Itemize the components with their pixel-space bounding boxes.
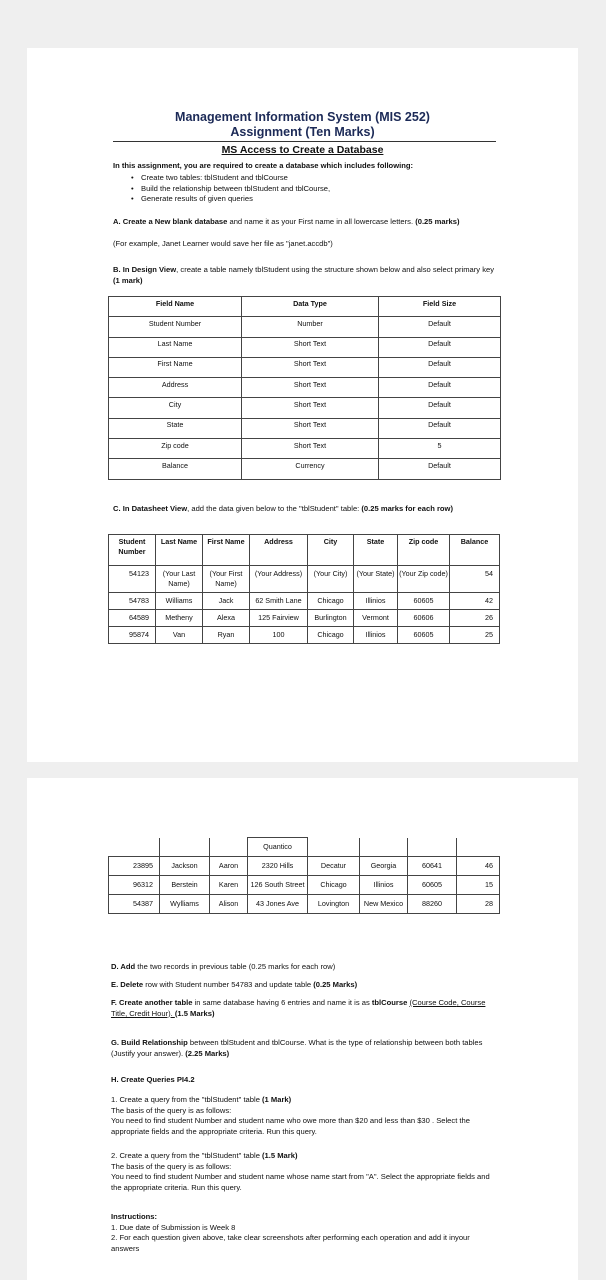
query-2-marks: (1.5 Mark)	[262, 1151, 298, 1160]
part-a	[113, 217, 493, 228]
document-page-1	[27, 48, 578, 762]
query-1	[111, 1095, 496, 1137]
table-cell: Short Text	[242, 337, 379, 357]
table-cell: Chicago	[308, 627, 354, 644]
table-cell: Wylliams	[160, 895, 210, 914]
table-cell: Ryan	[203, 627, 250, 644]
table-cell: 60605	[398, 627, 450, 644]
table-cell: First Name	[109, 357, 242, 377]
instruction-item: 2. For each question given above, take clear screenshots after performing each operation and add it inyour answers	[111, 1233, 470, 1253]
column-header: Address	[250, 535, 308, 566]
part-b-prefix: B. In	[113, 265, 132, 274]
table-cell: 54387	[109, 895, 160, 914]
table-cell: Berstein	[160, 876, 210, 895]
table-cell: (Your Last Name)	[156, 566, 203, 593]
table-cell: (Your City)	[308, 566, 354, 593]
intro-text: In this assignment, you are required to create a database which includes following:	[113, 161, 414, 170]
table-row	[109, 566, 500, 593]
table-cell: 54783	[109, 593, 156, 610]
table-cell: 60641	[408, 857, 457, 876]
column-header: City	[308, 535, 354, 566]
table-cell: 60605	[408, 876, 457, 895]
document-title: Management Information System (MIS 252)	[175, 110, 430, 124]
table-row	[109, 439, 501, 459]
table-row	[109, 357, 501, 377]
part-g-label: G. Build Relationship	[111, 1038, 188, 1047]
query-1-marks: (1 Mark)	[262, 1095, 292, 1104]
column-header: Data Type	[242, 297, 379, 317]
query-2-title: 2. Create a query from the "tblStudent" table	[111, 1151, 263, 1160]
table-row	[109, 610, 500, 627]
instructions-title: Instructions:	[111, 1212, 157, 1221]
table-cell: Balance	[109, 459, 242, 479]
table-cell: 126 South Street	[248, 876, 308, 895]
instruction-item: 1. Due date of Submission is Week 8	[111, 1222, 236, 1232]
table-cell: 60605	[398, 593, 450, 610]
table-cell: Burlington	[308, 610, 354, 627]
table-cell: Alison	[210, 895, 248, 914]
table-cell: Illinios	[360, 876, 408, 895]
column-header: Balance	[450, 535, 500, 566]
table-cell: Short Text	[242, 398, 379, 418]
table-cell: Default	[379, 337, 501, 357]
part-d-label: D. Add	[111, 962, 136, 971]
table-row	[109, 876, 500, 895]
table-cell: Jackson	[160, 857, 210, 876]
table-cell: 42	[450, 593, 500, 610]
table-cell: 54123	[109, 566, 156, 593]
table-row	[109, 857, 500, 876]
table-cell: Alexa	[203, 610, 250, 627]
instructions	[111, 1212, 496, 1254]
title-divider	[113, 141, 496, 142]
query-2-basis: The basis of the query is as follows:	[111, 1161, 232, 1171]
table-cell: Quantico	[248, 838, 308, 857]
part-c-marks: (0.25 marks for each row)	[361, 504, 453, 513]
table-row	[109, 838, 500, 857]
part-g-marks: (2.25 Marks)	[185, 1048, 230, 1058]
table-cell: Zip code	[109, 439, 242, 459]
document-page-2	[27, 778, 578, 1280]
part-a-label: A. Create a New blank database	[113, 217, 228, 226]
table-cell: Number	[242, 317, 379, 337]
part-d	[111, 962, 511, 973]
table-cell: 64589	[109, 610, 156, 627]
table-row	[109, 317, 501, 337]
part-g-text: between tblStudent and tblCourse. What is the type of relationship between both tables (Justify your answer).	[111, 1038, 483, 1058]
table-cell: 15	[457, 876, 500, 895]
table-cell: (Your First Name)	[203, 566, 250, 593]
table-cell: Default	[379, 317, 501, 337]
list-item: • Generate results of given queries	[141, 194, 541, 205]
table-cell: Vermont	[354, 610, 398, 627]
list-item: • Build the relationship between tblStudent and tblCourse,	[141, 184, 541, 195]
table-cell: New Mexico	[360, 895, 408, 914]
table-cell: Williams	[156, 593, 203, 610]
table-cell: Illinios	[354, 627, 398, 644]
column-header: Field Name	[109, 297, 242, 317]
section-heading: MS Access to Create a Database	[221, 144, 384, 156]
table-cell: Georgia	[360, 857, 408, 876]
column-header: Last Name	[156, 535, 203, 566]
part-e-marks: (0.25 Marks)	[313, 980, 358, 989]
query-1-basis: The basis of the query is as follows:	[111, 1105, 232, 1115]
table-cell: 60606	[398, 610, 450, 627]
structure-table	[108, 296, 501, 480]
part-a-example: (For example, Janet Learner would save her file as "janet.accdb")	[113, 239, 333, 248]
table-cell: State	[109, 418, 242, 438]
query-2	[111, 1151, 496, 1193]
table-cell: 95874	[109, 627, 156, 644]
part-c-label: Datasheet View	[131, 504, 188, 513]
table-header-row	[109, 535, 500, 566]
document-subtitle: Assignment (Ten Marks)	[230, 125, 375, 139]
table-cell: Address	[109, 378, 242, 398]
table-cell: 96312	[109, 876, 160, 895]
part-b-marks: (1 mark)	[113, 275, 143, 285]
part-e	[111, 980, 511, 991]
table-cell: (Your State)	[354, 566, 398, 593]
part-e-label: E. Delete	[111, 980, 144, 989]
part-b-text: , create a table namely tblStudent using the structure shown below and also select primary key	[176, 265, 495, 274]
part-f-text: in same database having 6 entries and name it is as	[192, 998, 372, 1007]
student-data-table-continued	[108, 837, 500, 914]
table-cell: 125 Fairview	[250, 610, 308, 627]
table-cell: Default	[379, 418, 501, 438]
part-h-heading: H. Create Queries PI4.2	[111, 1075, 195, 1084]
table-cell: Karen	[210, 876, 248, 895]
table-cell: Chicago	[308, 593, 354, 610]
table-cell: Default	[379, 398, 501, 418]
table-cell: Short Text	[242, 357, 379, 377]
table-cell: 28	[457, 895, 500, 914]
table-cell: Short Text	[242, 378, 379, 398]
table-cell: Chicago	[308, 876, 360, 895]
table-cell: Aaron	[210, 857, 248, 876]
table-cell: (Your Zip code)	[398, 566, 450, 593]
part-g	[111, 1038, 496, 1059]
query-2-text: You need to find student Number and student name whose name start from "A". Select the appropriate fields and the appropriate criteria. Run this query.	[111, 1172, 490, 1192]
table-cell: Last Name	[109, 337, 242, 357]
table-cell: 46	[457, 857, 500, 876]
part-b	[113, 265, 498, 286]
table-cell: 26	[450, 610, 500, 627]
table-row	[109, 398, 501, 418]
part-c-prefix: C. In	[113, 504, 132, 513]
student-data-table	[108, 534, 500, 644]
table-cell: Default	[379, 357, 501, 377]
table-cell: Default	[379, 378, 501, 398]
table-cell: 88260	[408, 895, 457, 914]
table-header-row	[109, 297, 501, 317]
table-cell: Illinios	[354, 593, 398, 610]
part-f-fields-1: (Course Code	[409, 998, 457, 1007]
table-cell: Currency	[242, 459, 379, 479]
table-cell: Van	[156, 627, 203, 644]
part-c-text: , add the data given below to the "tblStudent" table:	[187, 504, 362, 513]
list-item: • Create two tables: tblStudent and tblCourse	[141, 173, 541, 184]
table-row	[109, 593, 500, 610]
table-cell: Jack	[203, 593, 250, 610]
query-1-text: You need to find student Number and student name who owe more than $20 and less than $30 . Select the appropriate fields and the appropriate criteria. Run this query.	[111, 1116, 470, 1136]
table-cell: 62 Smith Lane	[250, 593, 308, 610]
table-row	[109, 895, 500, 914]
part-f-fields-2: , Course Title, Credit Hour).	[111, 998, 486, 1018]
column-header: Field Size	[379, 297, 501, 317]
table-row	[109, 337, 501, 357]
part-a-text: and name it as your First name in all lowercase letters.	[227, 217, 416, 226]
table-cell: 5	[379, 439, 501, 459]
table-cell: 43 Jones Ave	[248, 895, 308, 914]
table-cell: Decatur	[308, 857, 360, 876]
column-header: State	[354, 535, 398, 566]
part-b-label: Design View	[131, 265, 177, 274]
part-e-text: row with Student number 54783 and update table	[143, 980, 314, 989]
requirements-list	[127, 173, 541, 205]
column-header: Zip code	[398, 535, 450, 566]
part-f-label: F. Create another table	[111, 998, 193, 1007]
table-cell: (Your Address)	[250, 566, 308, 593]
table-row	[109, 627, 500, 644]
table-cell: 25	[450, 627, 500, 644]
query-1-title: 1. Create a query from the "tblStudent" table	[111, 1095, 263, 1104]
table-cell: 54	[450, 566, 500, 593]
part-a-marks: (0.25 marks)	[415, 217, 460, 226]
table-cell: 23895	[109, 857, 160, 876]
table-row	[109, 459, 501, 479]
table-cell: City	[109, 398, 242, 418]
table-cell: Lovington	[308, 895, 360, 914]
table-cell: Short Text	[242, 439, 379, 459]
part-f-table: tblCourse	[371, 998, 408, 1007]
table-cell: Metheny	[156, 610, 203, 627]
table-cell: Default	[379, 459, 501, 479]
table-row	[109, 418, 501, 438]
part-d-text: the two records in previous table (0.25 marks for each row)	[135, 962, 336, 971]
table-cell: 100	[250, 627, 308, 644]
table-cell: Short Text	[242, 418, 379, 438]
column-header: First Name	[203, 535, 250, 566]
part-c	[113, 504, 508, 515]
part-f	[111, 998, 496, 1019]
table-cell: 2320 Hills	[248, 857, 308, 876]
part-f-marks: (1.5 Marks)	[174, 1008, 215, 1018]
table-row	[109, 378, 501, 398]
column-header: Student Number	[109, 535, 156, 566]
table-cell: Student Number	[109, 317, 242, 337]
